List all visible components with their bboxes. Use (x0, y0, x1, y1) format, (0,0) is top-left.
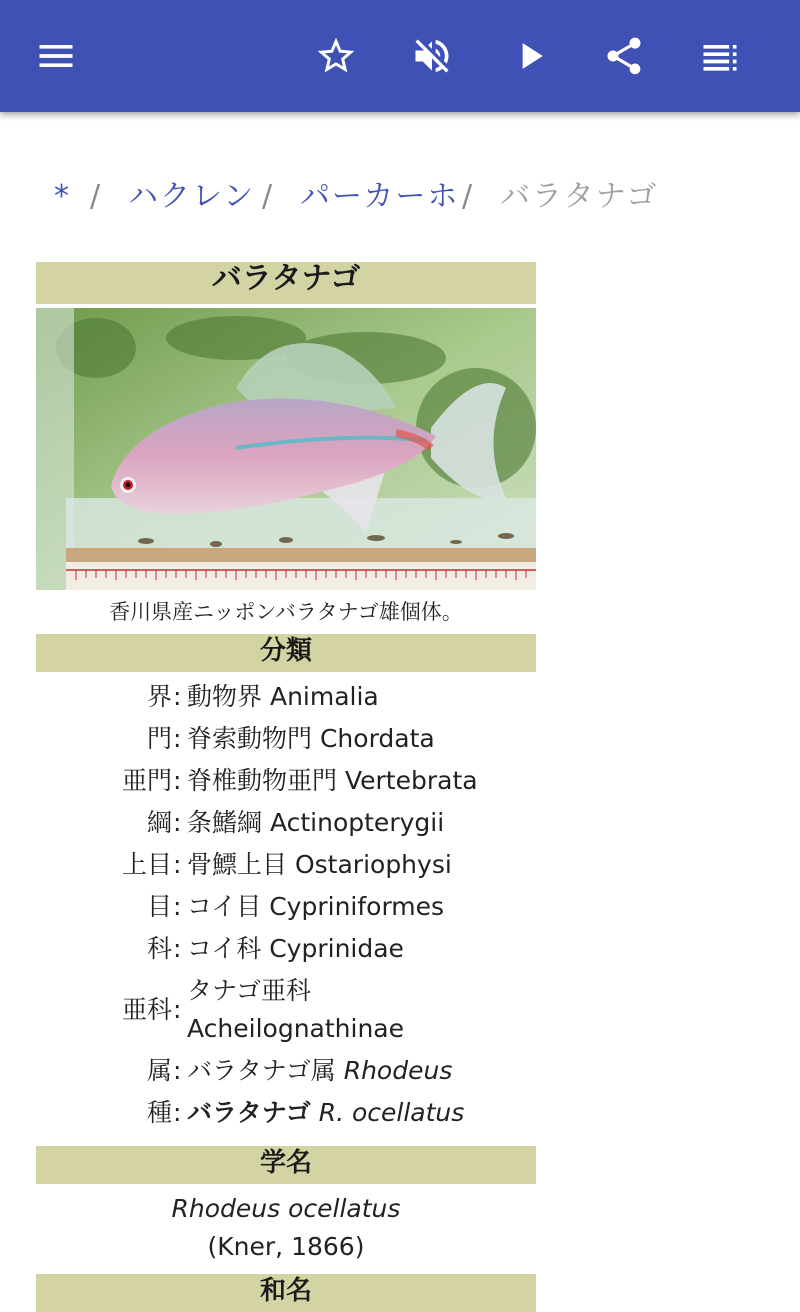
scientific-name-block (36, 1184, 536, 1274)
breadcrumb-current: バラタナゴ (500, 179, 659, 214)
taxon-latin: Acheilognathinae (187, 1014, 404, 1043)
taxon-jp-link[interactable]: 動物界 (187, 682, 263, 711)
scientific-name-header: 学名 (36, 1146, 536, 1184)
taxonomy-value (181, 972, 527, 1048)
taxon-jp-link[interactable]: 条鰭綱 (187, 808, 263, 837)
breadcrumb-link-home[interactable]: * (54, 179, 71, 214)
taxonomy-rank: 亜科 (121, 995, 172, 1024)
taxonomy-row-genus (36, 1050, 536, 1092)
breadcrumb (0, 172, 800, 222)
taxonomy-colon: : (173, 682, 182, 711)
taxonomy-colon: : (173, 808, 182, 837)
taxon-jp: バラタナゴ (187, 1098, 311, 1127)
taxonomy-colon: : (173, 850, 182, 879)
share-button[interactable] (592, 24, 656, 88)
classification-header: 分類 (36, 634, 536, 672)
taxonomy-row-phylum (36, 718, 536, 760)
taxon-latin: Ostariophysi (294, 850, 452, 879)
taxon-latin: Rhodeus (343, 1056, 453, 1085)
image-caption: 香川県産ニッポンバラタナゴ雄個体。 (109, 600, 463, 624)
breadcrumb-link-parkerho[interactable]: パーカーホ (300, 179, 460, 214)
breadcrumb-link-hakuren[interactable]: ハクレン (128, 179, 256, 214)
taxonomy-value (181, 1050, 527, 1092)
taxonomy-rank: 目 (146, 892, 172, 921)
play-button[interactable] (498, 24, 562, 88)
taxon-latin: Actinopterygii (269, 808, 445, 837)
taxonomy-colon: : (173, 766, 182, 795)
infobox-title: バラタナゴ (36, 262, 536, 304)
taxonomy-rank: 上目 (121, 850, 172, 879)
app-bar (0, 0, 800, 112)
taxonomy-table (36, 672, 536, 1134)
taxonomy-rank: 科 (146, 934, 172, 963)
taxonomy-rank: 界 (146, 682, 172, 711)
taxon-jp-link[interactable]: 脊椎動物亜門 (187, 766, 338, 795)
menu-icon (34, 34, 78, 78)
mute-button[interactable] (400, 24, 464, 88)
volume-off-icon (410, 34, 454, 78)
taxon-latin: Animalia (269, 682, 379, 711)
taxonomy-rank: 門 (146, 724, 172, 753)
breadcrumb-separator: / (262, 179, 275, 214)
taxonomy-row-class (36, 802, 536, 844)
share-icon (602, 34, 646, 78)
taxobox (36, 262, 536, 1312)
taxon-jp-link[interactable]: コイ科 (187, 934, 262, 963)
taxonomy-colon: : (173, 1098, 182, 1127)
taxonomy-value (181, 1092, 527, 1134)
taxonomy-value (181, 886, 527, 928)
fish-photo[interactable] (36, 308, 536, 590)
taxon-jp-link[interactable]: 骨鰾上目 (187, 850, 288, 879)
taxon-latin: Chordata (319, 724, 435, 753)
taxonomy-colon: : (173, 934, 182, 963)
taxon-latin: Cypriniformes (269, 892, 445, 921)
taxonomy-rank: 属 (146, 1056, 172, 1085)
japanese-name-header: 和名 (36, 1274, 536, 1312)
taxonomy-rank: 種 (146, 1098, 172, 1127)
taxonomy-colon: : (173, 724, 182, 753)
taxonomy-colon: : (173, 1056, 182, 1085)
taxonomy-rank: 綱 (146, 808, 172, 837)
taxon-jp-link[interactable]: バラタナゴ属 (187, 1056, 336, 1085)
breadcrumb-separator: / (462, 179, 475, 214)
taxonomy-value (181, 760, 527, 802)
taxon-jp-link[interactable]: 脊索動物門 (187, 724, 313, 753)
taxon-jp-link[interactable]: コイ目 (187, 892, 262, 921)
taxonomy-colon: : (173, 995, 182, 1024)
taxonomy-row-family (36, 928, 536, 970)
taxonomy-value (181, 718, 527, 760)
contents-button[interactable] (688, 24, 752, 88)
taxonomy-row-kingdom (36, 676, 536, 718)
taxon-latin: Vertebrata (344, 766, 478, 795)
taxonomy-row-superorder (36, 844, 536, 886)
taxonomy-rank: 亜門 (121, 766, 172, 795)
taxonomy-value (181, 844, 527, 886)
taxon-latin: Cyprinidae (269, 934, 404, 963)
taxonomy-colon: : (173, 892, 182, 921)
taxonomy-row-order (36, 886, 536, 928)
taxonomy-value (181, 676, 527, 718)
taxon-jp-link[interactable]: タナゴ亜科 (187, 976, 312, 1005)
star-icon (314, 34, 358, 78)
play-icon (508, 34, 552, 78)
menu-button[interactable] (24, 24, 88, 88)
taxonomy-row-subphylum (36, 760, 536, 802)
taxonomy-value (181, 928, 527, 970)
taxon-latin: R. ocellatus (318, 1098, 465, 1127)
taxonomy-row-species (36, 1092, 536, 1134)
scientific-name: Rhodeus ocellatus (171, 1194, 401, 1223)
taxonomy-row-subfamily (36, 970, 536, 1050)
favorite-button[interactable] (304, 24, 368, 88)
scientific-authority: (Kner, 1866) (207, 1232, 365, 1261)
fish-image (36, 308, 536, 590)
breadcrumb-separator: / (90, 179, 103, 214)
list-icon (698, 34, 742, 78)
taxonomy-value (181, 802, 527, 844)
